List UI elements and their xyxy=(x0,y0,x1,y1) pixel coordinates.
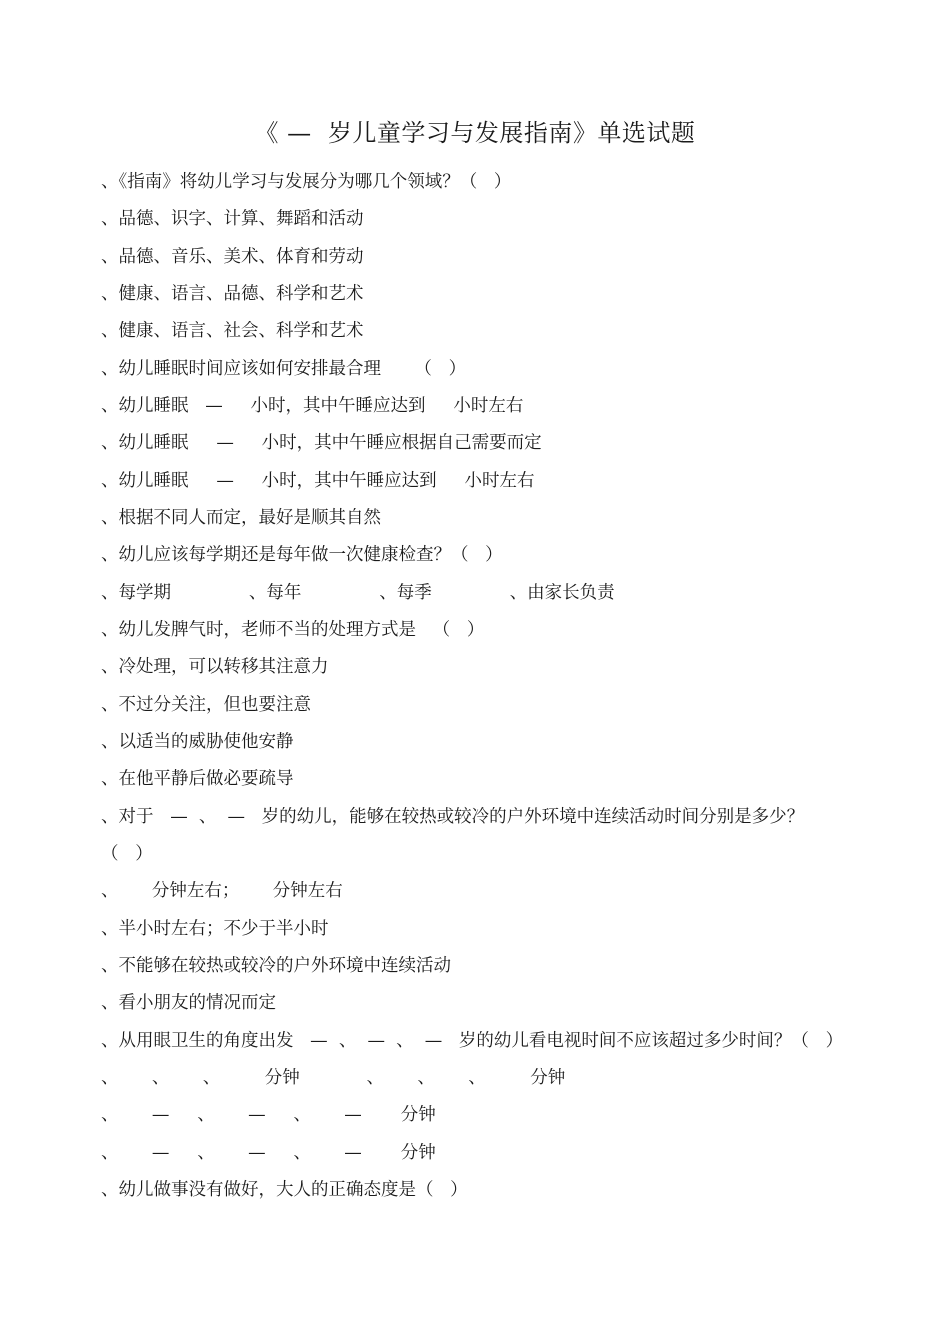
question-7: 、幼儿做事没有做好，大人的正确态度是（ ） xyxy=(101,1180,468,1200)
option-line: 、每学期 、每年 、每季 、由家长负责 xyxy=(101,583,615,603)
option-line: 、 — 、 — 、 — 分钟 xyxy=(101,1105,436,1125)
document-title: 《 — 岁儿童学习与发展指南》单选试题 xyxy=(254,119,696,147)
question-2: 、幼儿睡眠时间应该如何安排最合理 （ ） xyxy=(101,359,467,379)
option-line: 、看小朋友的情况而定 xyxy=(101,993,276,1013)
option-line: 、幼儿睡眠 — 小时，其中午睡应达到 小时左右 xyxy=(101,471,535,491)
option-line: 、冷处理，可以转移其注意力 xyxy=(101,657,329,677)
question-5: 、对于 — 、 — 岁的幼儿，能够在较热或较冷的户外环境中连续活动时间分别是多少？ xyxy=(101,807,805,827)
option-line: 、幼儿睡眠 — 小时，其中午睡应达到 小时左右 xyxy=(101,396,524,416)
option-line: 、健康、语言、品德、科学和艺术 xyxy=(101,284,364,304)
option-line: 、在他平静后做必要疏导 xyxy=(101,769,294,789)
option-line: 、不过分关注，但也要注意 xyxy=(101,695,311,715)
option-line: 、根据不同人而定，最好是顺其自然 xyxy=(101,508,381,528)
question-4: 、幼儿发脾气时，老师不当的处理方式是 （ ） xyxy=(101,620,485,640)
option-line: 、 、 、 分钟 、 、 、 分钟 xyxy=(101,1068,566,1088)
option-line: 、健康、语言、社会、科学和艺术 xyxy=(101,321,364,341)
option-line: 、幼儿睡眠 — 小时，其中午睡应根据自己需要而定 xyxy=(101,433,542,453)
option-line: 、不能够在较热或较冷的户外环境中连续活动 xyxy=(101,956,451,976)
option-line: 、半小时左右；不少于半小时 xyxy=(101,919,329,939)
option-line: 、 分钟左右； 分钟左右 xyxy=(101,881,343,901)
option-line: 、品德、识字、计算、舞蹈和活动 xyxy=(101,209,364,229)
question-1: 、《指南》将幼儿学习与发展分为哪几个领域？（ ） xyxy=(101,172,512,192)
question-3: 、幼儿应该每学期还是每年做一次健康检查？（ ） xyxy=(101,545,503,565)
option-line: 、品德、音乐、美术、体育和劳动 xyxy=(101,247,364,267)
answer-bracket: （ ） xyxy=(101,844,153,864)
question-6: 、从用眼卫生的角度出发 — 、 — 、 — 岁的幼儿看电视时间不应该超过多少时间？（ ） xyxy=(101,1031,844,1051)
option-line: 、以适当的威胁使他安静 xyxy=(101,732,294,752)
option-line: 、 — 、 — 、 — 分钟 xyxy=(101,1143,436,1163)
